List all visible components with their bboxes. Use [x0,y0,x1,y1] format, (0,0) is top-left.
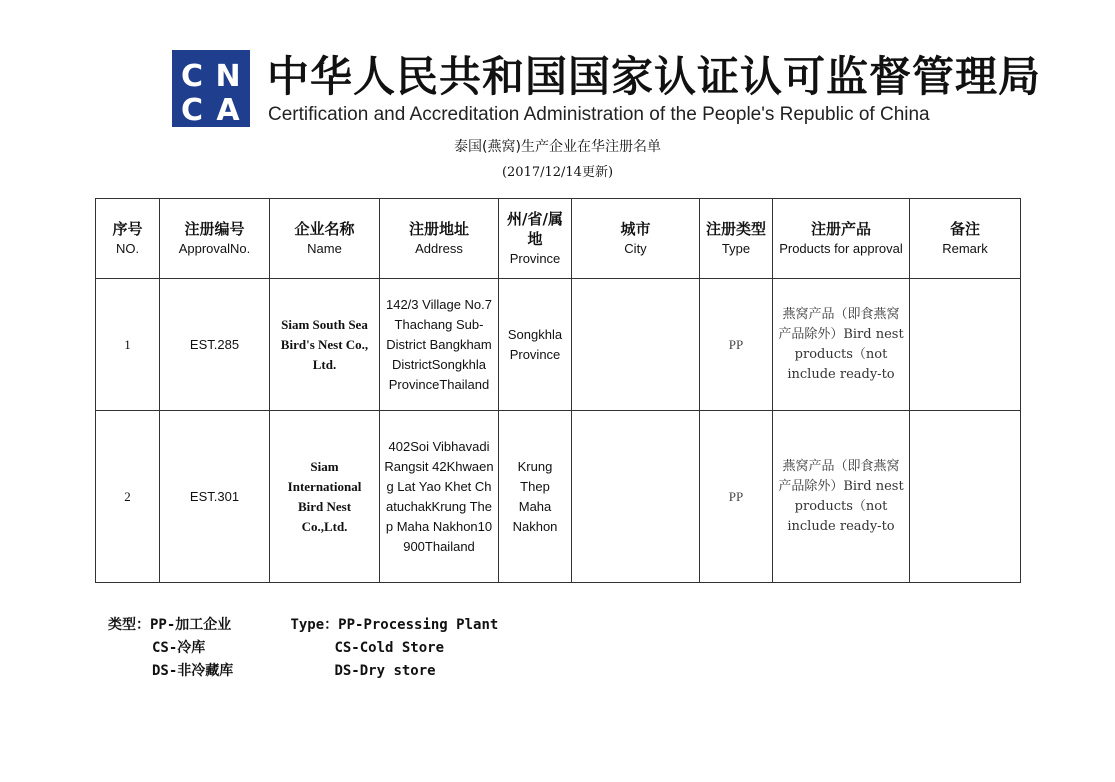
cell-province: Krung Thep Maha Nakhon [499,411,572,583]
cell-address: 142/3 Village No.7 Thachang Sub-District Bangkham DistrictSongkhla ProvinceThailand [380,279,499,411]
legend-en-pp: Type：PP-Processing Plant [290,617,499,633]
cell-approval: EST.285 [160,279,270,411]
header-city: 城市 City [572,199,700,279]
cell-city [572,279,700,411]
table-row [96,411,1021,583]
header-no: 序号 NO. [96,199,160,279]
cell-approval: EST.301 [160,411,270,583]
header-address: 注册地址 Address [380,199,499,279]
logo-letter-a: A [216,93,240,127]
header-type: 注册类型 Type [700,199,773,279]
organization-name-cn: 中华人民共和国国家认证认可监督管理局 [267,52,1042,101]
logo-letter-c2: C [180,93,204,127]
cell-remark [910,411,1021,583]
cell-products: 燕窝产品（即食燕窝产品除外）Bird nest products（not include ready-to [773,279,910,411]
type-legend [108,614,498,683]
legend-cn-pp: 类型：PP-加工企业 [108,617,232,633]
header-products: 注册产品 Products for approval [773,199,910,279]
registration-table [95,198,1021,583]
cell-no: 2 [96,411,160,583]
cell-city [572,411,700,583]
cell-remark [910,279,1021,411]
cell-no: 1 [96,279,160,411]
header-remark: 备注 Remark [910,199,1021,279]
organization-name-en: Certification and Accreditation Administration of the People's Republic of China [268,104,930,125]
document-title: 泰国(燕窝)生产企业在华注册名单 [454,139,661,155]
header-name: 企业名称 Name [270,199,380,279]
cell-address: 402Soi Vibhavadi Rangsit 42Khwaeng Lat Yao Khet ChatuchakKrung Thep Maha Nakhon10900Thailand [380,411,499,583]
table-header-row [96,199,1021,279]
cnca-logo [172,50,250,127]
cell-province: Songkhla Province [499,279,572,411]
logo-letter-c1: C [180,59,204,94]
cell-type: PP [700,279,773,411]
header-approval: 注册编号 ApprovalNo. [160,199,270,279]
legend-en-ds: DS-Dry store [334,663,436,679]
header-province: 州/省/属地 Province [499,199,572,279]
cell-name: Siam International Bird Nest Co.,Ltd. [270,411,380,583]
cell-type: PP [700,411,773,583]
logo-letter-n: N [215,59,241,94]
legend-en-cs: CS-Cold Store [334,640,445,656]
legend-cn-cs: CS-冷库 [152,640,206,656]
table-row [96,279,1021,411]
cell-products: 燕窝产品（即食燕窝产品除外）Bird nest products（not include ready-to [773,411,910,583]
cell-name: Siam South Sea Bird's Nest Co., Ltd. [270,279,380,411]
document-date: (2017/12/14更新) [501,165,614,180]
legend-cn-ds: DS-非冷藏库 [152,663,234,679]
